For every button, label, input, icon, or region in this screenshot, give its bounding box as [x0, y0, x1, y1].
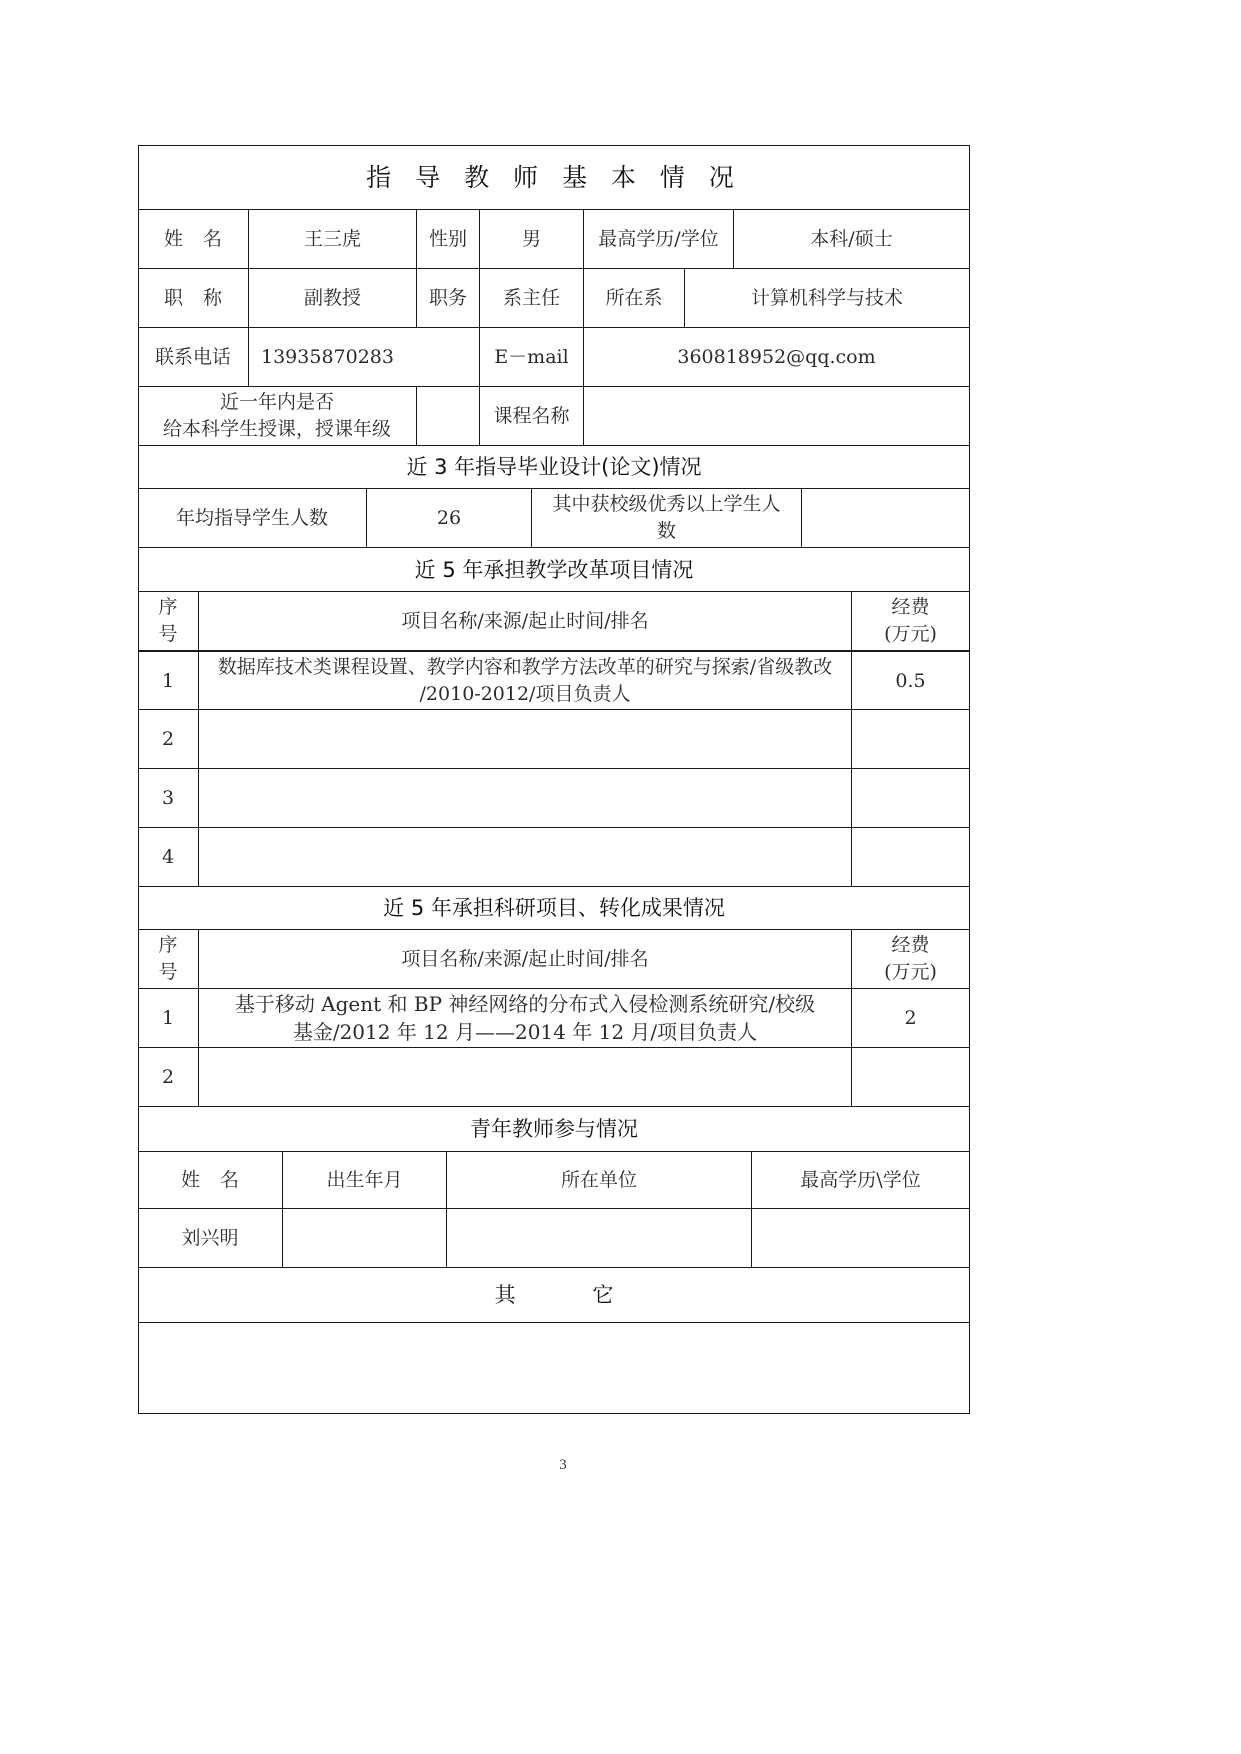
form-title: 指 导 教 师 基 本 情 况	[366, 162, 742, 192]
teaching-label-line1: 近一年内是否	[219, 391, 334, 413]
research-row-1-fund: 2	[904, 1007, 917, 1029]
reform-row-2-project	[199, 710, 851, 768]
reform-row-1-project-line2: /2010-2012/项目负责人	[419, 682, 631, 705]
gender-value: 男	[521, 228, 541, 250]
young-header-birth: 出生年月	[326, 1169, 403, 1191]
excellent-label-line1: 其中获校级优秀以上学生人	[552, 493, 781, 515]
reform-row-2-no: 2	[161, 728, 175, 750]
reform-row-4-no: 4	[161, 846, 175, 868]
reform-row-3-fund	[852, 769, 969, 827]
research-row-2-project	[199, 1048, 851, 1106]
research-row-2-fund	[852, 1048, 969, 1106]
course-label: 课程名称	[493, 405, 570, 427]
other-content	[138, 1323, 970, 1413]
degree-value: 本科/硕士	[810, 228, 893, 250]
phone-value: 13935870283	[261, 346, 394, 368]
phone-label: 联系电话	[154, 346, 231, 368]
young-row-1-name: 刘兴明	[181, 1227, 239, 1249]
young-teachers-section-title: 青年教师参与情况	[470, 1117, 638, 1141]
young-header-unit: 所在单位	[560, 1169, 637, 1191]
reform-row-4-fund	[852, 828, 969, 886]
young-row-1-unit	[447, 1209, 751, 1267]
research-row-1-project-line1: 基于移动 Agent 和 BP 神经网络的分布式入侵检测系统研究/校级	[234, 992, 816, 1016]
research-header-no-line1: 序	[158, 934, 178, 956]
reform-section-title: 近 5 年承担教学改革项目情况	[414, 557, 694, 582]
reform-row-2-fund	[852, 710, 969, 768]
reform-row-1-no: 1	[161, 669, 175, 692]
research-row-1-project-line2: 基金/2012 年 12 月——2014 年 12 月/项目负责人	[292, 1020, 758, 1044]
reform-row-3-project	[199, 769, 851, 827]
email-value: 360818952@qq.com	[677, 346, 876, 368]
page-number: 3	[559, 1457, 567, 1473]
avg-students-label: 年均指导学生人数	[175, 507, 328, 529]
excellent-label-line2: 数	[656, 520, 676, 542]
excellent-value	[802, 489, 969, 547]
reform-row-3-no: 3	[161, 787, 175, 809]
other-section-title: 其 它	[494, 1283, 614, 1307]
reform-header-fund	[852, 592, 969, 650]
research-row-1-no: 1	[161, 1007, 175, 1029]
research-header-no-line2: 号	[158, 961, 178, 983]
research-row-1-project	[199, 989, 851, 1047]
dept-value: 计算机科学与技术	[750, 287, 903, 309]
name-label: 姓 名	[163, 228, 223, 250]
research-section-title: 近 5 年承担科研项目、转化成果情况	[383, 896, 725, 920]
reform-row-1-fund: 0.5	[895, 669, 926, 692]
reform-header-project: 项目名称/来源/起止时间/排名	[401, 610, 649, 632]
course-value	[584, 387, 969, 445]
research-header-fund-line1: 经费	[891, 934, 930, 956]
research-row-2-no: 2	[161, 1066, 175, 1088]
reform-row-1-project	[199, 652, 851, 709]
post-label: 职务	[428, 287, 467, 309]
post-value: 系主任	[502, 287, 560, 309]
reform-header-no	[138, 592, 198, 650]
young-row-1-birth	[283, 1209, 446, 1267]
title-value: 副教授	[303, 287, 361, 309]
young-header-name: 姓 名	[180, 1169, 240, 1191]
young-header-degree: 最高学历\学位	[800, 1169, 921, 1191]
reform-header-fund-line1: 经费	[891, 596, 930, 618]
teaching-value	[417, 387, 479, 445]
avg-students-value: 26	[436, 507, 462, 529]
reform-header-fund-line2: (万元)	[884, 623, 937, 645]
reform-row-4-project	[199, 828, 851, 886]
teaching-label-line2: 给本科学生授课，授课年级	[162, 418, 391, 440]
research-header-fund-line2: (万元)	[884, 961, 937, 983]
title-label: 职 称	[163, 287, 223, 309]
reform-header-no-line1: 序	[158, 596, 178, 618]
reform-header-no-line2: 号	[158, 623, 178, 645]
gender-label: 性别	[428, 228, 467, 250]
name-value: 王三虎	[303, 228, 361, 250]
teaching-label	[138, 387, 416, 445]
reform-row-1-project-line1: 数据库技术类课程设置、教学内容和教学方法改革的研究与探索/省级教改	[217, 655, 833, 678]
young-row-1-degree	[752, 1209, 969, 1267]
research-header-project: 项目名称/来源/起止时间/排名	[401, 948, 649, 970]
email-label: E－mail	[494, 346, 569, 368]
research-header-no	[138, 930, 198, 988]
research-header-fund	[852, 930, 969, 988]
degree-label: 最高学历/学位	[598, 228, 719, 250]
graduation-section-title: 近 3 年指导毕业设计(论文)情况	[406, 455, 702, 479]
excellent-label	[532, 489, 801, 547]
dept-label: 所在系	[605, 287, 663, 309]
